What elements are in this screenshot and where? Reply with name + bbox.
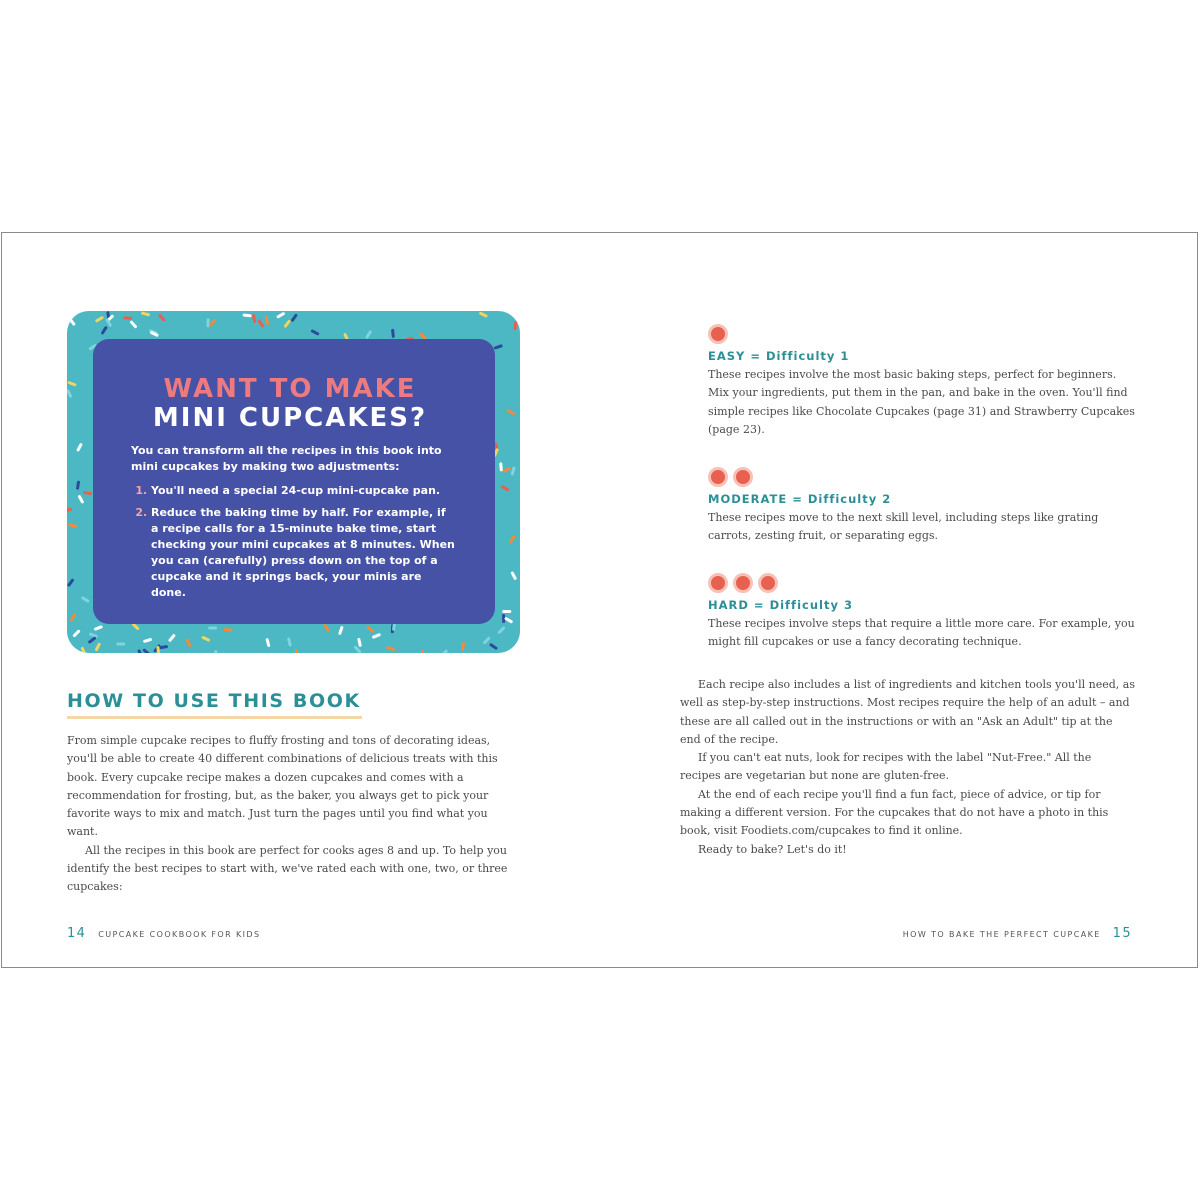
sprinkle [95, 316, 104, 323]
sprinkle [143, 638, 152, 644]
sprinkle [141, 311, 150, 316]
difficulty-easy [708, 324, 1138, 439]
sprinkle [295, 649, 299, 653]
sprinkle [88, 636, 97, 644]
difficulty-hard [708, 573, 1138, 652]
sprinkle [323, 623, 331, 632]
difficulty-label: EASY = Difficulty 1 [708, 349, 850, 363]
sprinkle [76, 481, 80, 490]
difficulty-description: These recipes move to the next skill level, including steps like grating carrots, zesting fruit, or separating eggs. [708, 511, 1099, 543]
sprinkle [310, 329, 319, 336]
sprinkle [80, 646, 86, 653]
sprinkle [513, 321, 517, 330]
difficulty-icons [708, 573, 1138, 593]
page-number: 14 [67, 926, 87, 941]
sprinkle [129, 320, 137, 329]
sprinkle [94, 642, 101, 651]
paragraph: From simple cupcake recipes to fluffy frosting and tons of decorating ideas, you'll be able to create 40 different combinations of delicious treats with this book. Every cupcake recipe makes a dozen cupcakes and comes with a recommendation for frosting, but, as the baker, you always get to pick your favorite ways to mix and match. Just turn the pages until you find what you want. [67, 734, 498, 839]
sprinkle [208, 627, 217, 630]
difficulty-description: These recipes involve steps that require a little more care. For example, you might fill cupcakes or use a fancy decorating technique. [708, 617, 1135, 649]
sprinkle [508, 535, 515, 544]
sprinkle [158, 313, 166, 322]
sidebar-list-item: 2. Reduce the baking time by half. For example, if a recipe calls for a 15-minute bake time, start checking your mini cupcakes at 8 minutes. When you can (carefully) press down on the top of a cupcake and it springs back, your minis are done. [151, 505, 455, 601]
paragraph: At the end of each recipe you'll find a fun fact, piece of advice, or tip for making a different version. For the cupcakes that do not have a photo in this book, visit Foodiets.com/cupcakes to find it online. [680, 787, 1109, 838]
sprinkle [500, 485, 509, 492]
cupcake-icon [758, 573, 778, 593]
sprinkle [357, 638, 362, 647]
sprinkle [372, 633, 381, 639]
footer-left [67, 926, 260, 941]
sprinkle [506, 409, 515, 416]
sprinkle [116, 643, 125, 646]
sprinkle [252, 314, 256, 323]
sprinkle [494, 344, 503, 350]
difficulty-description: These recipes involve the most basic baking steps, perfect for beginners. Mix your ingredients, put them in the pan, and bake in the oven. You'll find simple recipes like Chocolate Cupcakes (page 31) and Strawberry Cupcakes (page 23). [708, 368, 1135, 436]
page-number: 15 [1112, 926, 1132, 941]
sprinkle [67, 578, 75, 587]
sprinkle [510, 466, 515, 475]
sprinkle [101, 326, 108, 335]
sprinkle [68, 317, 76, 326]
sprinkle [479, 311, 488, 318]
paragraph: If you can't eat nuts, look for recipes with the label "Nut-Free." All the recipes are vegetarian but none are gluten-free. [680, 751, 1092, 783]
sidebar-title-line2: MINI CUPCAKES? [152, 403, 428, 433]
sprinkle [123, 316, 132, 320]
sprinkle [502, 610, 511, 613]
cupcake-icon [708, 467, 728, 487]
cupcake-icon [708, 573, 728, 593]
sprinkle [89, 632, 98, 638]
sprinkle [502, 466, 511, 473]
sprinkle [504, 617, 513, 624]
difficulty-icons [708, 324, 1138, 344]
sprinkle [510, 571, 517, 580]
difficulty-icons [708, 467, 1138, 487]
left-body-text [67, 732, 522, 897]
sprinkle [223, 628, 232, 632]
sidebar-intro: You can transform all the recipes in this book into mini cupcakes by making two adjustments: [131, 444, 442, 473]
sprinkle [276, 312, 285, 319]
sidebar-title-line1: WANT TO MAKE [163, 374, 417, 404]
right-body-text [680, 676, 1135, 859]
sprinkle [366, 625, 375, 633]
running-title: CUPCAKE COOKBOOK FOR KIDS [98, 930, 261, 939]
sidebar-list [131, 483, 455, 601]
sprinkle [68, 523, 77, 528]
sprinkle [206, 318, 209, 327]
sprinkle [283, 319, 291, 328]
sprinkle [517, 316, 520, 324]
sprinkle [208, 318, 216, 327]
paragraph: Each recipe also includes a list of ingredients and kitchen tools you'll need, as well as step-by-step instructions. Most recipes require the help of an adult – and these are all called out in the instructions or with an "Ask an Adult" tip at the end of the recipe. [680, 678, 1135, 746]
sprinkle [287, 637, 292, 646]
sprinkle [94, 625, 103, 631]
sprinkle [499, 462, 503, 471]
footer-right [903, 926, 1132, 941]
cupcake-icon [708, 324, 728, 344]
sprinkle [201, 636, 210, 643]
sprinkle [391, 329, 395, 338]
sprinkle [386, 646, 395, 652]
sprinkle [257, 319, 265, 328]
sidebar-list-item: 1. You'll need a special 24-cup mini-cupcake pan. [151, 483, 455, 499]
cupcake-icon [733, 467, 753, 487]
sprinkle [265, 638, 270, 647]
sprinkle [81, 596, 90, 603]
sprinkle [489, 643, 498, 651]
sprinkle [77, 495, 84, 504]
difficulty-moderate [708, 467, 1138, 546]
sprinkle [461, 642, 466, 651]
sprinkle [76, 443, 83, 452]
sprinkle [168, 634, 176, 643]
sprinkle [338, 626, 344, 635]
mini-cupcakes-sidebar [93, 339, 495, 624]
running-title: HOW TO BAKE THE PERFECT CUPCAKE [902, 930, 1101, 939]
sprinkle [67, 646, 75, 653]
sprinkle [70, 613, 77, 622]
sprinkle [214, 650, 217, 653]
paragraph: All the recipes in this book are perfect for cooks ages 8 and up. To help you identify the best recipes to start with, we've rated each with one, two, or three cupcakes: [67, 843, 508, 894]
sprinkle [142, 648, 151, 653]
difficulty-label: HARD = Difficulty 3 [708, 598, 853, 612]
sprinkle [497, 626, 505, 635]
difficulty-label: MODERATE = Difficulty 2 [708, 492, 892, 506]
sprinkle [83, 491, 92, 496]
sprinkle [67, 381, 76, 387]
sprinkle [440, 649, 448, 653]
heading-underline [67, 716, 362, 719]
sprinkle [421, 650, 425, 653]
section-heading: HOW TO USE THIS BOOK [67, 690, 361, 712]
paragraph: Ready to bake? Let's do it! [698, 842, 847, 856]
cupcake-icon [733, 573, 753, 593]
sprinkle [67, 389, 73, 398]
sprinkle [243, 313, 252, 317]
sprinkle [482, 636, 490, 645]
sprinkle [264, 316, 269, 325]
sprinkle [185, 638, 192, 647]
sprinkle [137, 649, 143, 653]
sprinkle [365, 330, 372, 339]
sprinkle [72, 629, 80, 637]
sprinkle [290, 313, 298, 322]
